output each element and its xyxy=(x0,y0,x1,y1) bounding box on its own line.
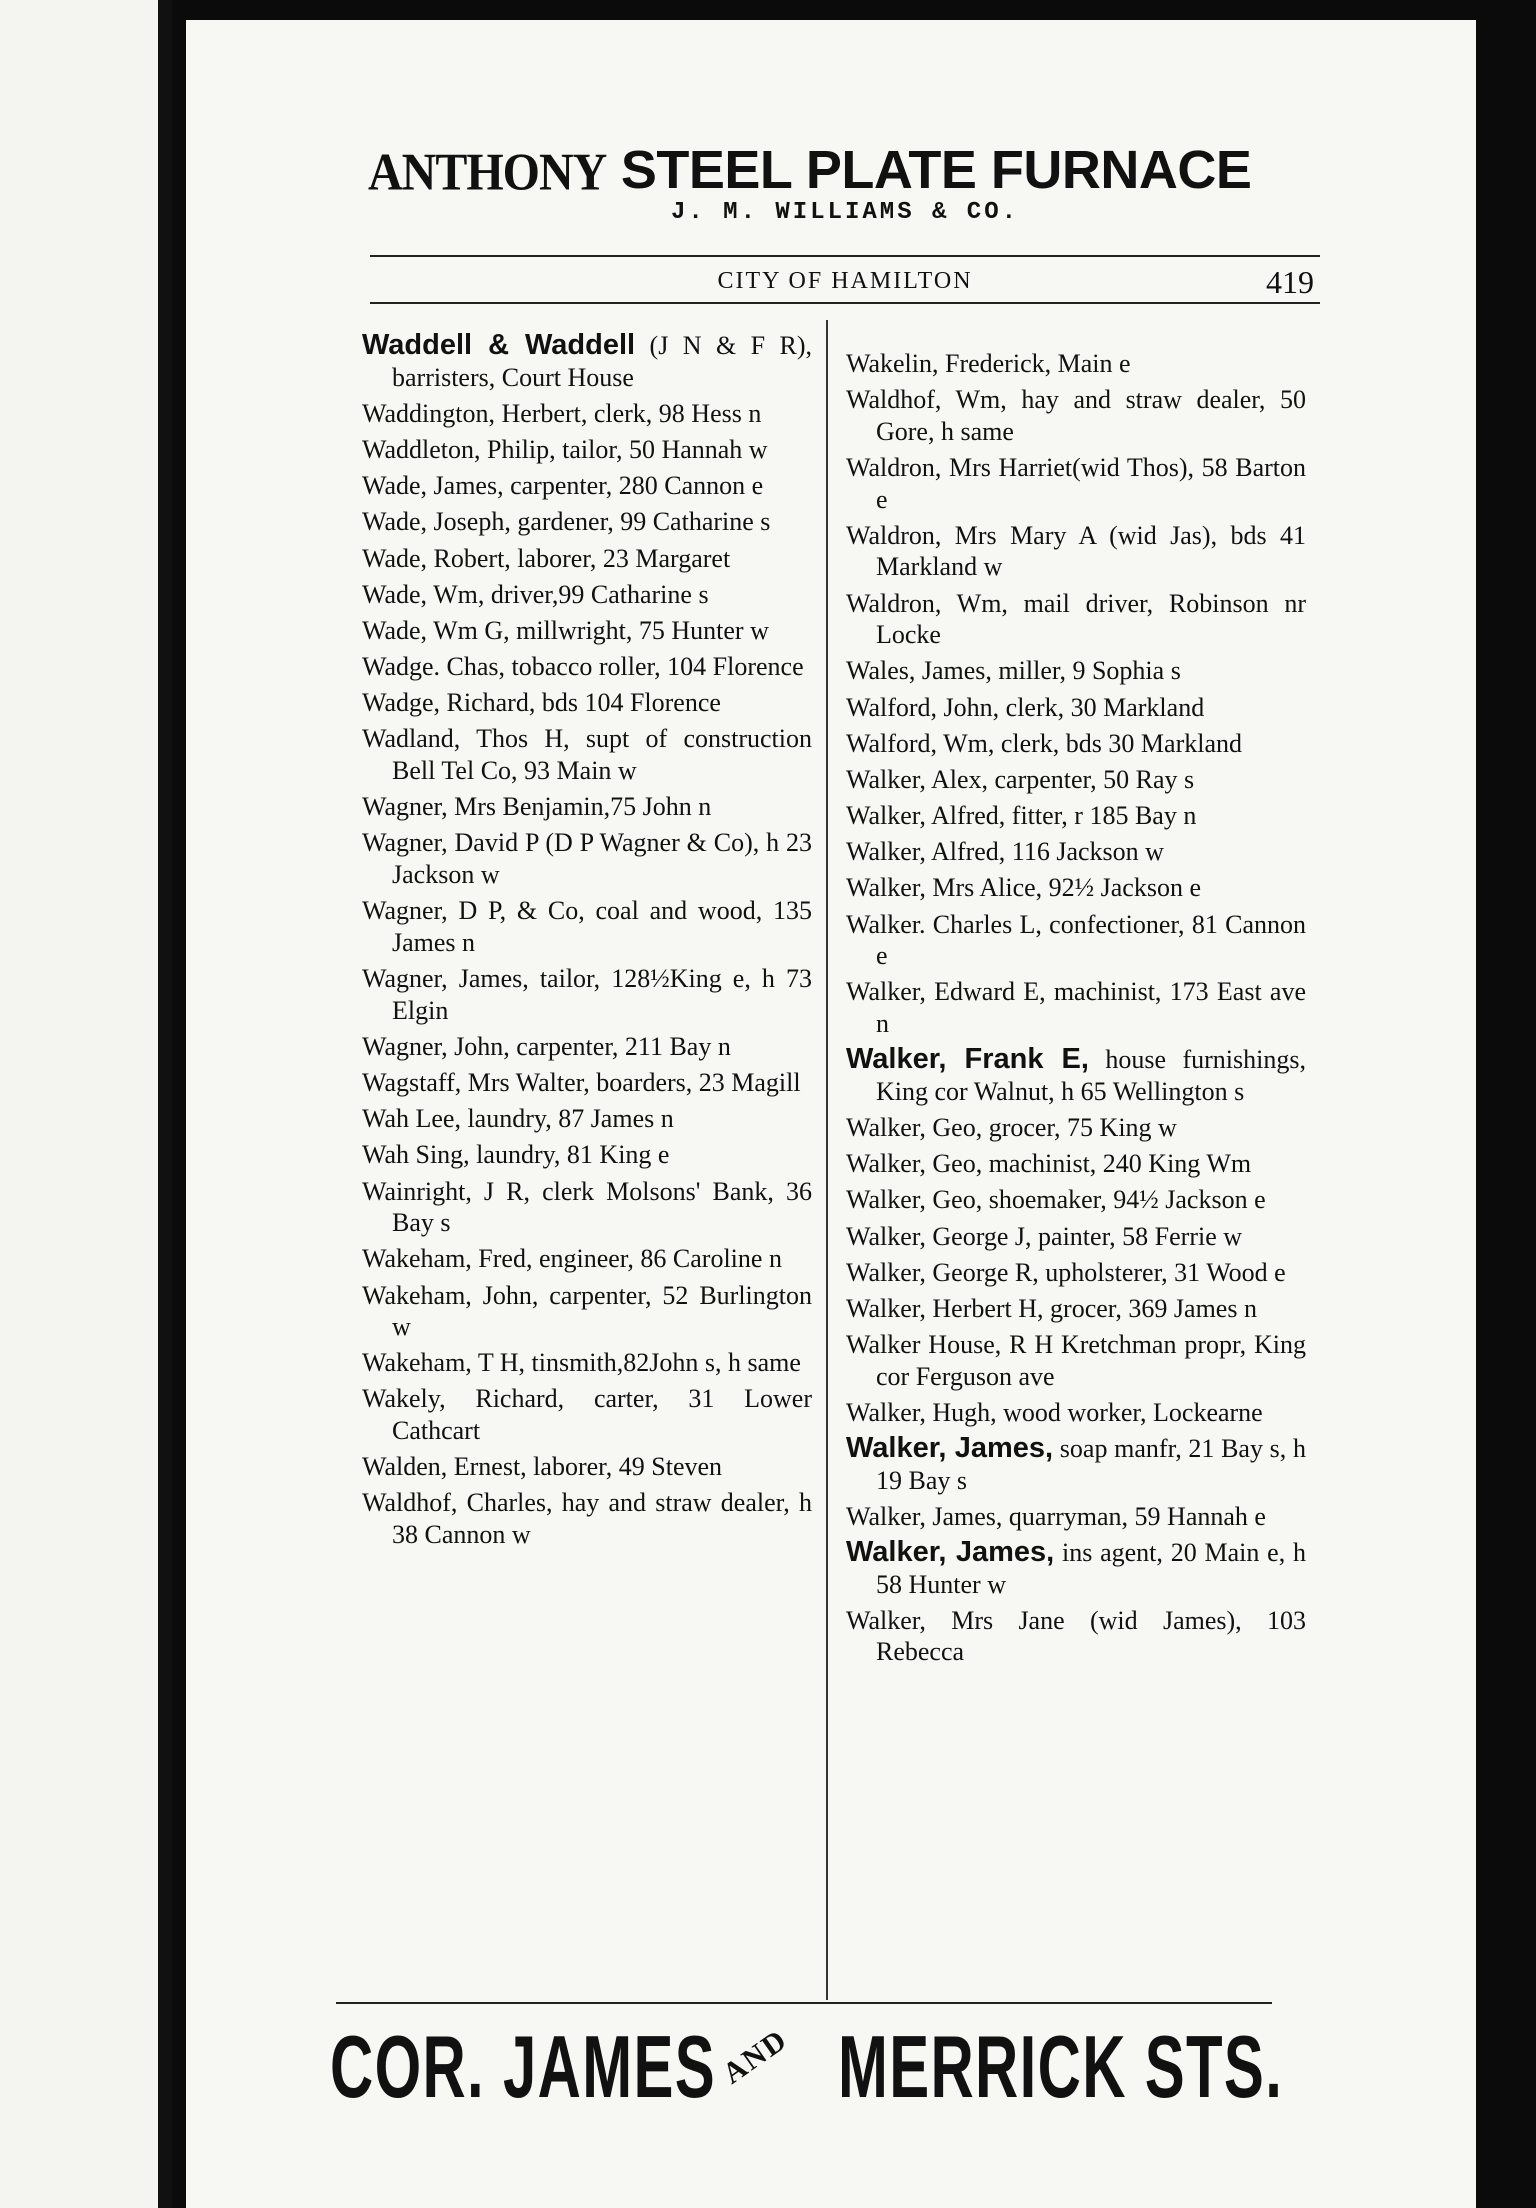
ad-headline xyxy=(368,140,1322,203)
entry-text: Walker, Geo, grocer, 75 King w xyxy=(846,1112,1177,1142)
directory-entry xyxy=(362,791,812,823)
directory-entry xyxy=(846,1148,1306,1180)
entry-text: Walden, Ernest, laborer, 49 Steven xyxy=(362,1452,723,1482)
directory-entry xyxy=(362,1280,812,1343)
directory-entry xyxy=(846,909,1306,972)
entry-text: Wales, James, miller, 9 Sophia s xyxy=(846,656,1181,686)
entry-text: Wainright, J R, clerk Molsons' Bank, 36 Bay s xyxy=(362,1176,812,1238)
entry-bold-name: Walker, James, xyxy=(846,1432,1054,1465)
directory-entry xyxy=(362,506,812,538)
directory-entry xyxy=(362,1031,812,1063)
entry-text: Wade, James, carpenter, 280 Cannon e xyxy=(362,471,764,501)
directory-entry xyxy=(846,872,1306,904)
directory-entry xyxy=(846,655,1306,687)
right-column xyxy=(846,348,1306,1673)
entry-text: Wagstaff, Mrs Walter, boarders, 23 Magill xyxy=(362,1067,801,1097)
footer-rule xyxy=(336,2002,1272,2004)
ad-company: J. M. WILLIAMS & CO. xyxy=(670,199,1020,226)
entry-text: (J N & F R), barristers, Court House xyxy=(392,331,812,392)
entry-text: Wadland, Thos H, supt of construction Bell Tel Co, 93 Main w xyxy=(362,724,812,786)
entry-text: Walker, Mrs Jane (wid James), 103 Rebecca xyxy=(846,1605,1306,1667)
header-rule xyxy=(370,255,1320,257)
directory-entry xyxy=(846,1221,1306,1253)
entry-text: Wagner, David P (D P Wagner & Co), h 23 Jackson w xyxy=(362,828,812,890)
directory-entry xyxy=(846,1184,1306,1216)
entry-text: Walker, Alex, carpenter, 50 Ray s xyxy=(846,764,1195,794)
column-divider xyxy=(826,320,828,2000)
entry-text: Waldhof, Wm, hay and straw dealer, 50 Gore, h same xyxy=(846,385,1306,446)
entry-text: Walford, John, clerk, 30 Markland xyxy=(846,692,1205,722)
facing-page-edge xyxy=(0,0,172,2208)
directory-entry xyxy=(362,895,812,958)
directory-entry xyxy=(846,836,1306,868)
ad-word-anthony: ANTHONY xyxy=(368,143,607,202)
entry-text: Wade, Wm G, millwright, 75 Hunter w xyxy=(362,615,769,645)
entry-text: Walker, George J, painter, 58 Ferrie w xyxy=(846,1221,1243,1251)
running-head xyxy=(368,262,1322,302)
directory-entry xyxy=(362,963,812,1026)
directory-entry xyxy=(362,1451,812,1483)
footer-and: AND xyxy=(716,2022,794,2091)
directory-entry xyxy=(846,800,1306,832)
directory-entry xyxy=(362,1103,812,1135)
entry-text: Walker, Alfred, fitter, r 185 Bay n xyxy=(846,801,1197,831)
directory-entry xyxy=(362,615,812,647)
directory-entry xyxy=(362,579,812,611)
entry-text: Walker, Geo, shoemaker, 94½ Jackson e xyxy=(846,1185,1266,1215)
directory-entry xyxy=(362,1487,812,1550)
directory-entry xyxy=(846,764,1306,796)
directory-entry xyxy=(362,687,812,719)
ad-word-furnace: STEEL PLATE FURNACE xyxy=(620,140,1252,200)
directory-entry xyxy=(362,398,812,430)
directory-entry xyxy=(846,1112,1306,1144)
entry-text: Wagner, James, tailor, 128½King e, h 73 Elgin xyxy=(362,964,812,1025)
entry-text: Walker, George R, upholsterer, 31 Wood e xyxy=(846,1257,1286,1287)
directory-entry xyxy=(846,348,1306,380)
directory-entry xyxy=(846,728,1306,760)
entry-text: Wadge, Richard, bds 104 Florence xyxy=(362,688,721,718)
entry-text: Wagner, D P, & Co, coal and wood, 135 James n xyxy=(362,896,812,957)
directory-entry xyxy=(846,1605,1306,1668)
entry-text: Wagner, Mrs Benjamin,75 John n xyxy=(362,792,712,822)
directory-entry xyxy=(362,1139,812,1171)
directory-entry xyxy=(362,1347,812,1379)
entry-text: Wakeham, Fred, engineer, 86 Caroline n xyxy=(362,1244,782,1274)
entry-text: Wakeham, John, carpenter, 52 Burlington w xyxy=(362,1280,812,1342)
entry-text: Wakeham, T H, tinsmith,82John s, h same xyxy=(362,1348,801,1378)
entry-text: Waldhof, Charles, hay and straw dealer, h 38 Cannon w xyxy=(362,1488,812,1550)
entry-text: Waldron, Mrs Harriet(wid Thos), 58 Barton e xyxy=(846,452,1306,514)
directory-entry xyxy=(846,1329,1306,1392)
directory-entry xyxy=(846,520,1306,583)
directory-entry xyxy=(362,543,812,575)
entry-text: Walford, Wm, clerk, bds 30 Markland xyxy=(846,728,1242,758)
directory-entry xyxy=(362,827,812,890)
directory-entry xyxy=(846,384,1306,447)
entry-text: Wah Lee, laundry, 87 James n xyxy=(362,1104,674,1134)
entry-text: Walker, James, quarryman, 59 Hannah e xyxy=(846,1501,1266,1531)
entry-text: Wah Sing, laundry, 81 King e xyxy=(362,1140,670,1170)
entry-text: Wakely, Richard, carter, 31 Lower Cathcart xyxy=(362,1384,812,1446)
entry-text: Wagner, John, carpenter, 211 Bay n xyxy=(362,1031,731,1061)
directory-entry xyxy=(362,1243,812,1275)
directory-entry xyxy=(362,434,812,466)
entry-text: Walker, Mrs Alice, 92½ Jackson e xyxy=(846,873,1201,903)
entry-text: Waldron, Wm, mail driver, Robinson nr Locke xyxy=(846,588,1306,650)
directory-entry xyxy=(846,1433,1306,1496)
directory-entry xyxy=(846,1537,1306,1600)
entry-text: house furnishings, King cor Walnut, h 65 Wellington s xyxy=(876,1045,1306,1106)
entry-text: soap manfr, 21 Bay s, h 19 Bay s xyxy=(876,1434,1306,1495)
entry-bold-name: Walker, James, xyxy=(846,1536,1055,1569)
entry-text: ins agent, 20 Main e, h 58 Hunter w xyxy=(876,1538,1306,1599)
left-column xyxy=(362,330,812,1555)
directory-entry xyxy=(846,1397,1306,1429)
directory-entry xyxy=(846,1293,1306,1325)
entry-text: Wade, Wm, driver,99 Catharine s xyxy=(362,579,709,609)
directory-entry xyxy=(846,1044,1306,1107)
entry-text: Walker House, R H Kretchman propr, King cor Ferguson ave xyxy=(846,1330,1306,1391)
entry-text: Waddleton, Philip, tailor, 50 Hannah w xyxy=(362,434,768,464)
entry-text: Waddington, Herbert, clerk, 98 Hess n xyxy=(362,398,762,428)
entry-text: Walker, Geo, machinist, 240 King Wm xyxy=(846,1149,1252,1179)
directory-entry xyxy=(846,1257,1306,1289)
entry-text: Walker, Herbert H, grocer, 369 James n xyxy=(846,1293,1257,1323)
entry-text: Walker. Charles L, confectioner, 81 Cannon e xyxy=(846,909,1306,971)
directory-entry xyxy=(362,470,812,502)
directory-entry xyxy=(846,1501,1306,1533)
entry-text: Wakelin, Frederick, Main e xyxy=(846,349,1131,378)
directory-entry xyxy=(846,692,1306,724)
entry-text: Walker, Alfred, 116 Jackson w xyxy=(846,837,1164,867)
directory-entry xyxy=(846,452,1306,515)
running-title: CITY OF HAMILTON xyxy=(717,268,973,294)
advertisement-footer xyxy=(330,2012,1290,2132)
entry-text: Walker, Edward E, machinist, 173 East ave n xyxy=(846,977,1306,1038)
footer-cor-james: COR. JAMES xyxy=(330,2017,716,2116)
entry-text: Waldron, Mrs Mary A (wid Jas), bds 41 Markland w xyxy=(846,520,1306,582)
directory-entry xyxy=(362,723,812,786)
page-number: 419 xyxy=(1266,264,1314,300)
directory-entry xyxy=(362,1176,812,1239)
entry-text: Wadge. Chas, tobacco roller, 104 Florence xyxy=(362,652,804,682)
directory-entry xyxy=(362,651,812,683)
running-head-rule xyxy=(370,302,1320,304)
directory-entry xyxy=(846,588,1306,651)
entry-text: Walker, Hugh, wood worker, Lockearne xyxy=(846,1397,1263,1427)
entry-bold-name: Waddell & Waddell xyxy=(362,329,636,361)
directory-entry xyxy=(362,1067,812,1099)
directory-entry xyxy=(846,976,1306,1039)
entry-bold-name: Walker, Frank E, xyxy=(846,1043,1089,1076)
advertisement-header xyxy=(368,140,1322,226)
footer-merrick-sts: MERRICK STS. xyxy=(838,2017,1284,2116)
entry-text: Wade, Joseph, gardener, 99 Catharine s xyxy=(362,507,771,537)
directory-entry xyxy=(362,330,812,393)
entry-text: Wade, Robert, laborer, 23 Margaret xyxy=(362,543,731,573)
directory-entry xyxy=(362,1383,812,1446)
